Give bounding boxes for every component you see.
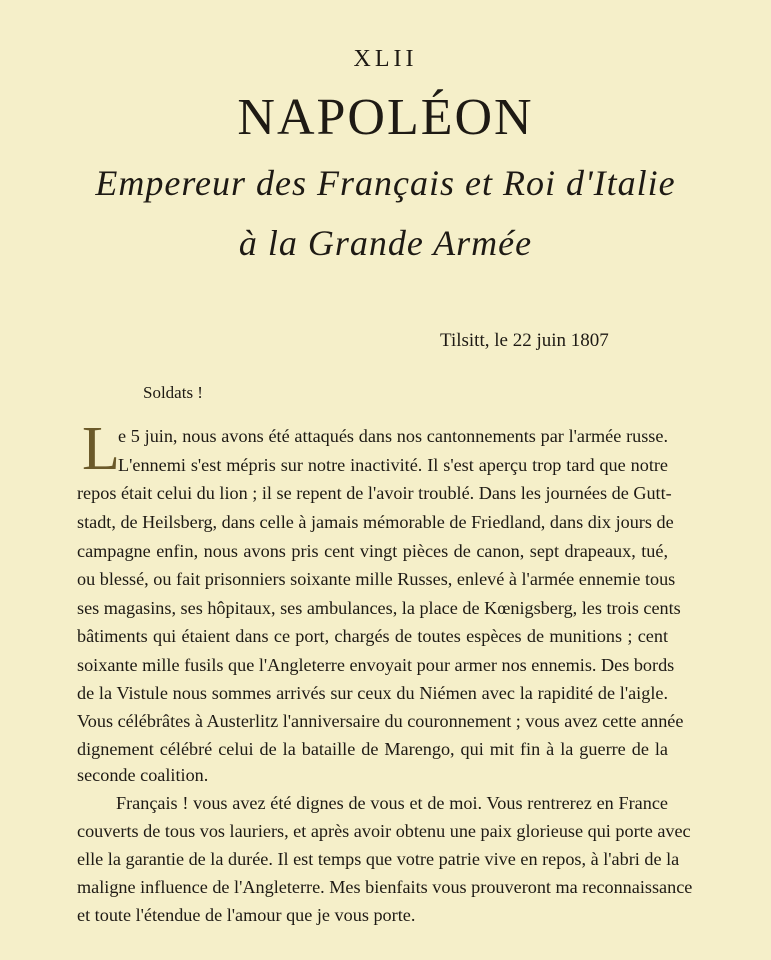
text-line: Français ! vous avez été dignes de vous et de moi. Vous rentrerez en France xyxy=(116,793,668,813)
page-title: NAPOLÉON xyxy=(237,89,534,146)
drop-cap: L xyxy=(82,415,120,483)
text-line: couverts de tous vos lauriers, et après avoir obtenu une paix glorieuse qui porte avec xyxy=(77,821,691,841)
text-line: maligne influence de l'Angleterre. Mes bienfaits vous prouveront ma reconnaissance xyxy=(77,877,693,897)
text-line: campagne enfin, nous avons pris cent vingt pièces de canon, sept drapeaux, tué, xyxy=(77,541,668,561)
subtitle-line-1: Empereur des Français et Roi d'Italie xyxy=(95,163,676,203)
text-line: Vous célébrâtes à Austerlitz l'anniversaire du couronnement ; vous avez cette année xyxy=(77,711,684,731)
subtitle-line-2: à la Grande Armée xyxy=(238,223,533,263)
dateline: Tilsitt, le 22 juin 1807 xyxy=(440,330,609,351)
text-line: ou blessé, ou fait prisonniers soixante mille Russes, enlevé à l'armée ennemie tous xyxy=(77,569,676,589)
text-line: L'ennemi s'est mépris sur notre inactivité. Il s'est aperçu trop tard que notre xyxy=(118,455,668,475)
text-line: stadt, de Heilsberg, dans celle à jamais mémorable de Friedland, dans dix jours de xyxy=(77,512,674,532)
text-line: dignement célébré celui de la bataille de Marengo, qui mit fin à la guerre de la xyxy=(77,739,668,759)
salutation: Soldats ! xyxy=(143,383,203,402)
text-line: de la Vistule nous sommes arrivés sur ceux du Niémen avec la rapidité de l'aigle. xyxy=(77,683,668,703)
chapter-number: XLII xyxy=(353,46,418,72)
text-line: elle la garantie de la durée. Il est temps que votre patrie vive en repos, à l'abri de la xyxy=(77,849,680,869)
text-line: soixante mille fusils que l'Angleterre envoyait pour armer nos ennemis. Des bords xyxy=(77,655,675,675)
text-line: et toute l'étendue de l'amour que je vous porte. xyxy=(77,905,416,925)
text-line: e 5 juin, nous avons été attaqués dans nos cantonnements par l'armée russe. xyxy=(118,426,668,446)
text-line: ses magasins, ses hôpitaux, ses ambulances, la place de Kœnigsberg, les trois cents xyxy=(77,598,681,618)
text-line: bâtiments qui étaient dans ce port, chargés de toutes espèces de munitions ; cent xyxy=(77,626,668,646)
text-line: seconde coalition. xyxy=(77,765,209,785)
text-line: repos était celui du lion ; il se repent de l'avoir troublé. Dans les journées de Gutt- xyxy=(77,483,672,503)
